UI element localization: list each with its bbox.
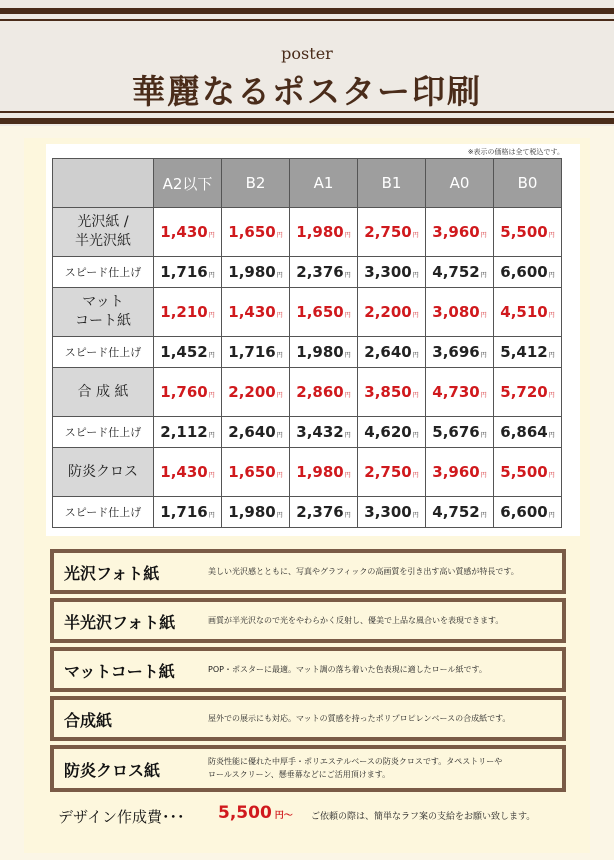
top-rule-thick [0,8,614,14]
design-fee-amount: 5,500 [218,803,272,823]
speed-price-cell [358,497,426,528]
paper-label [53,208,154,257]
yen-unit: 円 [548,512,555,519]
page-subtitle: poster [281,44,333,63]
yen-unit: 円 [208,352,215,359]
price-row [53,368,562,417]
price-cell [222,368,290,417]
yen-unit: 円 [412,272,419,279]
yen-unit: 円 [208,232,215,239]
speed-price-cell [426,417,494,448]
design-fee-label: デザイン作成費･･･ [58,808,185,826]
paper-description-line: 屋外での展示にも対応。マットの質感を持ったポリプロピレンベースの合成紙です。 [208,713,511,723]
yen-unit: 円 [208,312,215,319]
price-cell [154,368,222,417]
speed-label: スピード仕上げ [53,497,154,528]
speed-price-value: 1,980 [228,503,276,521]
speed-price-cell [494,417,562,448]
paper-box [50,696,566,741]
price-value: 3,850 [364,383,412,401]
speed-price-cell [494,257,562,288]
price-value: 2,750 [364,223,412,241]
price-value: 1,650 [296,303,344,321]
price-cell [222,208,290,257]
speed-price-cell [494,497,562,528]
paper-name: マットコート紙 [64,661,175,681]
speed-price-cell [290,497,358,528]
yen-unit: 円 [208,512,215,519]
price-cell [494,448,562,497]
price-cell [358,288,426,337]
speed-row [53,337,562,368]
speed-price-value: 3,432 [296,423,344,441]
speed-price-cell [290,257,358,288]
paper-description-line: 美しい光沢感とともに、写真やグラフィックの高画質を引き出す高い質感が特長です。 [208,566,519,576]
yen-unit: 円 [276,432,283,439]
size-header: B1 [358,159,426,208]
paper-description [208,614,503,628]
price-cell [290,288,358,337]
paper-label-line: マット [82,294,124,311]
price-value: 3,080 [432,303,480,321]
size-header: A2以下 [154,159,222,208]
speed-price-value: 5,412 [500,343,548,361]
paper-description [208,712,510,726]
paper-label-line: 防炎クロス [68,463,138,480]
price-row [53,288,562,337]
speed-price-cell [426,497,494,528]
yen-unit: 円 [208,272,215,279]
yen-unit: 円 [208,472,215,479]
speed-price-value: 3,300 [364,263,412,281]
price-value: 4,730 [432,383,480,401]
price-value: 2,860 [296,383,344,401]
speed-price-cell [290,417,358,448]
tax-note: ※表示の価格は全て税込です。 [467,148,564,156]
speed-row [53,257,562,288]
yen-unit: 円 [344,512,351,519]
speed-price-cell [426,337,494,368]
speed-row [53,417,562,448]
yen-unit: 円 [208,392,215,399]
price-value: 1,430 [160,463,208,481]
yen-unit: 円 [480,272,487,279]
yen-unit: 円 [480,392,487,399]
paper-description [208,755,502,782]
speed-price-cell [222,257,290,288]
paper-label-line: 半光沢紙 [75,233,131,249]
paper-label-line: 光沢紙 / [77,214,129,231]
yen-unit: 円 [344,272,351,279]
speed-price-cell [222,417,290,448]
price-value: 1,980 [296,223,344,241]
price-cell [222,288,290,337]
speed-price-cell [494,337,562,368]
yen-unit: 円 [480,352,487,359]
speed-label: スピード仕上げ [53,257,154,288]
yen-unit: 円 [276,272,283,279]
speed-price-value: 4,752 [432,263,480,281]
speed-price-value: 2,640 [228,423,276,441]
speed-price-value: 1,716 [160,263,208,281]
paper-description [208,565,519,579]
price-cell [290,448,358,497]
paper-description-line: 防炎性能に優れた中厚手・ポリエステルベースの防炎クロスです。タペストリーや [208,756,503,766]
yen-unit: 円 [412,232,419,239]
yen-unit: 円 [480,512,487,519]
price-cell [290,208,358,257]
yen-unit: 円 [276,232,283,239]
speed-price-cell [222,497,290,528]
paper-label [53,448,154,497]
price-cell [426,208,494,257]
speed-price-value: 4,620 [364,423,412,441]
paper-description-line: ロールスクリーン、懸垂幕などにご活用頂けます。 [208,770,391,780]
speed-price-cell [358,257,426,288]
header-band [0,0,614,126]
paper-label-line: コート紙 [75,313,131,329]
speed-price-value: 2,376 [296,503,344,521]
paper-description-line: POP・ポスターに最適。マット調の落ち着いた色表現に適したロール紙です。 [208,664,487,674]
yen-unit: 円 [548,472,555,479]
paper-description [208,663,487,677]
yen-unit: 円 [480,312,487,319]
price-cell [426,288,494,337]
speed-price-cell [154,497,222,528]
paper-name: 防炎クロス紙 [64,760,161,780]
speed-price-value: 1,980 [296,343,344,361]
speed-price-value: 2,112 [160,423,208,441]
price-cell [494,208,562,257]
price-cell [290,368,358,417]
price-value: 2,200 [364,303,412,321]
yen-unit: 円 [412,512,419,519]
price-row [53,448,562,497]
price-value: 3,960 [432,223,480,241]
price-value: 5,720 [500,383,548,401]
speed-price-value: 6,864 [500,423,548,441]
size-header-row [53,159,562,208]
design-fee-unit: 円～ [274,811,293,821]
speed-price-value: 1,716 [160,503,208,521]
price-cell [358,448,426,497]
paper-label [53,288,154,337]
price-cell [154,288,222,337]
price-value: 1,210 [160,303,208,321]
yen-unit: 円 [548,432,555,439]
price-cell [154,208,222,257]
price-cell [222,448,290,497]
yen-unit: 円 [548,312,555,319]
speed-price-cell [222,337,290,368]
speed-price-value: 1,716 [228,343,276,361]
speed-price-value: 2,376 [296,263,344,281]
yen-unit: 円 [548,272,555,279]
speed-price-value: 2,640 [364,343,412,361]
yen-unit: 円 [344,432,351,439]
size-header: B2 [222,159,290,208]
speed-price-cell [154,337,222,368]
yen-unit: 円 [412,432,419,439]
yen-unit: 円 [276,392,283,399]
speed-price-value: 3,300 [364,503,412,521]
speed-label: スピード仕上げ [53,337,154,368]
yen-unit: 円 [548,352,555,359]
yen-unit: 円 [344,312,351,319]
speed-price-cell [290,337,358,368]
bottom-rule-thick [0,118,614,124]
yen-unit: 円 [344,472,351,479]
paper-label-line: 合 成 紙 [77,383,129,400]
paper-description-line: 画質が半光沢なので光をやわらかく反射し、優美で上品な風合いを表現できます。 [208,615,504,625]
price-value: 1,980 [296,463,344,481]
price-cell [426,368,494,417]
yen-unit: 円 [344,232,351,239]
paper-name: 光沢フォト紙 [64,563,160,583]
page-title: 華麗なるポスター印刷 [132,72,482,111]
yen-unit: 円 [412,312,419,319]
price-value: 1,650 [228,223,276,241]
paper-box [50,647,566,692]
price-value: 2,750 [364,463,412,481]
yen-unit: 円 [480,432,487,439]
price-value: 1,430 [228,303,276,321]
price-value: 4,510 [500,303,548,321]
price-row [53,208,562,257]
paper-box [50,549,566,594]
price-value: 3,960 [432,463,480,481]
yen-unit: 円 [276,512,283,519]
speed-price-value: 6,600 [500,263,548,281]
top-rule-thin [0,19,614,21]
speed-price-cell [426,257,494,288]
paper-name: 合成紙 [64,710,113,730]
price-value: 1,760 [160,383,208,401]
yen-unit: 円 [412,472,419,479]
price-value: 1,650 [228,463,276,481]
speed-price-cell [358,417,426,448]
speed-price-value: 1,452 [160,343,208,361]
paper-box [50,745,566,792]
speed-label: スピード仕上げ [53,417,154,448]
speed-price-value: 3,696 [432,343,480,361]
speed-row [53,497,562,528]
speed-price-cell [358,337,426,368]
price-cell [494,368,562,417]
price-table [52,158,562,528]
yen-unit: 円 [548,232,555,239]
speed-price-value: 4,752 [432,503,480,521]
price-cell [358,368,426,417]
paper-box [50,598,566,643]
yen-unit: 円 [276,352,283,359]
speed-price-value: 1,980 [228,263,276,281]
size-header: A0 [426,159,494,208]
yen-unit: 円 [344,392,351,399]
yen-unit: 円 [276,312,283,319]
size-header: A1 [290,159,358,208]
yen-unit: 円 [548,392,555,399]
price-cell [154,448,222,497]
yen-unit: 円 [480,232,487,239]
price-value: 1,430 [160,223,208,241]
header-corner [53,159,154,208]
price-cell [426,448,494,497]
price-value: 5,500 [500,223,548,241]
price-value: 5,500 [500,463,548,481]
paper-label [53,368,154,417]
price-cell [358,208,426,257]
size-header: B0 [494,159,562,208]
yen-unit: 円 [276,472,283,479]
design-fee-note: ご依頼の際は、簡単なラフ案の支給をお願い致します。 [311,812,536,822]
yen-unit: 円 [344,352,351,359]
yen-unit: 円 [480,472,487,479]
speed-price-cell [154,417,222,448]
speed-price-value: 5,676 [432,423,480,441]
speed-price-value: 6,600 [500,503,548,521]
speed-price-cell [154,257,222,288]
yen-unit: 円 [208,432,215,439]
design-fee-price [218,803,293,823]
bottom-rule-thin [0,111,614,113]
yen-unit: 円 [412,352,419,359]
yen-unit: 円 [412,392,419,399]
price-cell [494,288,562,337]
paper-name: 半光沢フォト紙 [64,612,176,632]
price-value: 2,200 [228,383,276,401]
